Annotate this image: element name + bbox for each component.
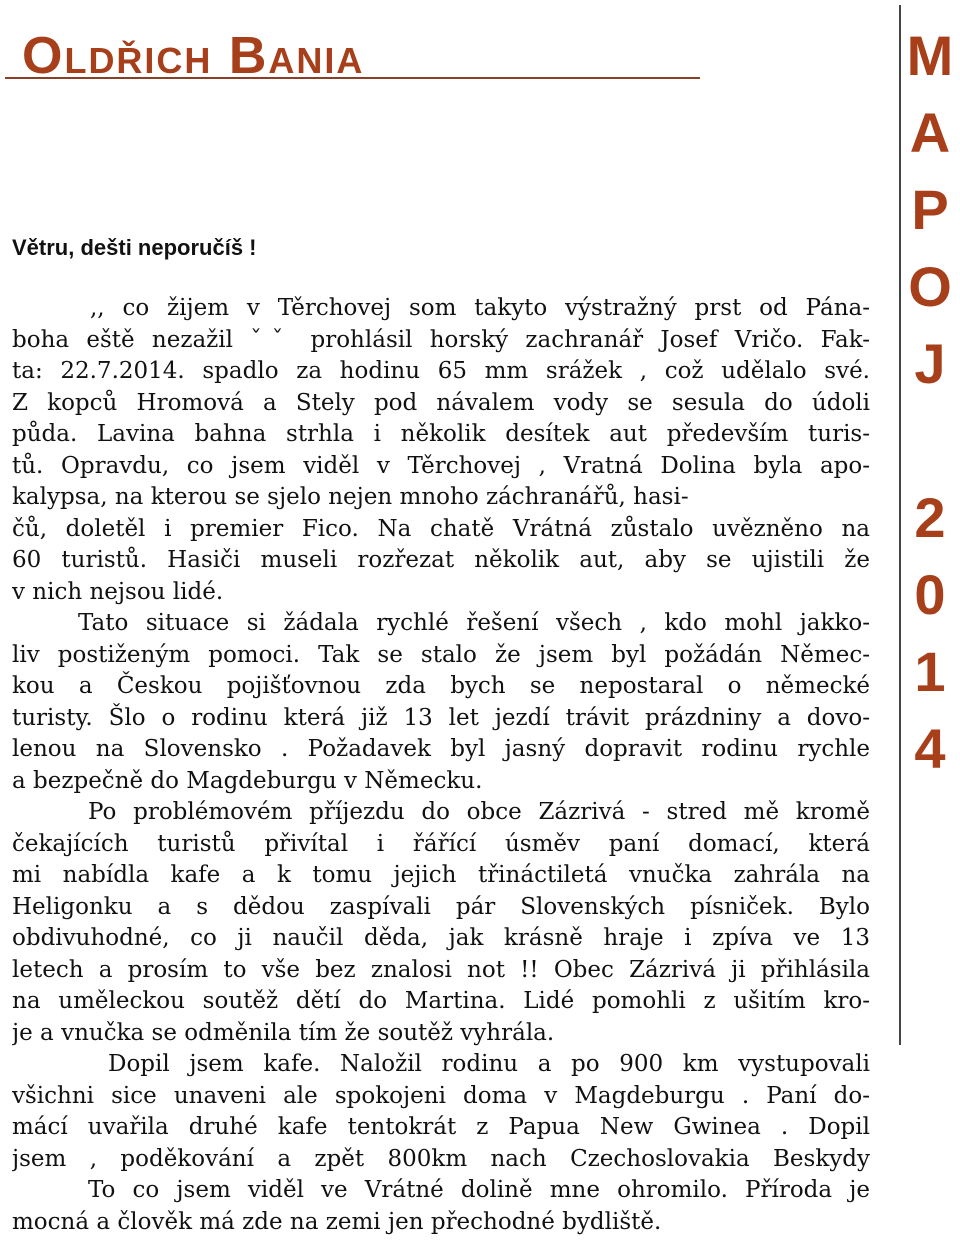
text-line: Tato situace si žádala rychlé řešení všech , kdo mohl jakko- — [78, 610, 870, 636]
paragraph — [12, 1175, 870, 1238]
text-line: mi nabídla kafe a k tomu jejich třináctiletá vnučka zahrála na — [12, 862, 870, 888]
text-line: je a vnučka se odměnila tím že soutěž vyhrála. — [12, 1019, 555, 1046]
text-line: na uměleckou soutěž dětí do Martina. Lidé pomohli z ušitím kro- — [12, 988, 870, 1014]
text-line: ,, co žijem v Těrchovej som takyto výstražný prst od Pána- — [90, 295, 870, 321]
paragraph — [12, 1049, 870, 1175]
vertical-title-word: MAPOJ — [906, 24, 954, 395]
article-body — [12, 293, 870, 1238]
text-line: Z kopců Hromová a Stely pod návalem vody se sesula do údoli — [12, 389, 870, 416]
vertical-title-year: 2014 — [914, 486, 946, 780]
text-line: obdivuhodné, co ji naučil děda, jak krásně hraje i zpíva ve 13 — [12, 925, 870, 951]
text-line: a bezpečně do Magdeburgu v Německu. — [12, 767, 483, 794]
text-line: kalypsa, na kterou se sjelo nejen mnoho záchranářů, hasi- — [12, 484, 689, 510]
text-line: kou a Českou pojišťovnou zda bych se nepostaral o německé — [12, 673, 870, 699]
text-line: Po problémovém příjezdu do obce Zázrivá - stred mě kromě — [88, 799, 870, 825]
text-line: turisty. Šlo o rodinu která již 13 let jezdí trávit prázdniny a dovo- — [12, 704, 870, 731]
text-line: jsem , poděkování a zpět 800km nach Czechoslovakia Beskydy — [12, 1145, 870, 1172]
text-line: lenou na Slovensko . Požadavek byl jasný dopravit rodinu rychle — [12, 736, 870, 762]
text-line: boha eště nezažil ˇˇ prohlásil horský zachranář Josef Vričo. Fak- — [12, 326, 870, 353]
text-line: Dopil jsem kafe. Naložil rodinu a po 900 km vystupovali — [108, 1051, 870, 1077]
text-line: Heligonku a s dědou zaspívali pár Slovenských písniček. Bylo — [12, 893, 870, 920]
text-line: půda. Lavina bahna strhla i několik desítek aut především turis- — [12, 421, 870, 447]
text-line: liv postiženým pomoci. Tak se stalo že jsem byl požádán Němec- — [12, 641, 870, 668]
text-line: letech a prosím to vše bez znalosi not !! Obec Zázrivá ji přihlásila — [12, 956, 870, 983]
text-line: To co jsem viděl ve Vrátné dolině mne ohromilo. Příroda je — [88, 1177, 870, 1203]
article-heading: Větru, dešti neporučíš ! — [12, 235, 257, 260]
text-line: všichni sice unaveni ale spokojeni doma v Magdeburgu . Paní do- — [12, 1082, 870, 1109]
title-rule — [5, 77, 700, 79]
author-name: Oldřich Bania — [22, 27, 365, 85]
text-line: mocná a člověk má zde na zemi jen přechodné bydliště. — [12, 1208, 662, 1235]
paragraph — [12, 797, 870, 1049]
text-line: čů, doletěl i premier Fico. Na chatě Vrátná zůstalo uvězněno na — [12, 515, 870, 542]
paragraph — [12, 293, 870, 608]
paragraph — [12, 608, 870, 797]
text-line: v nich nejsou lidé. — [12, 578, 224, 605]
vertical-title — [902, 17, 958, 787]
text-line: mácí uvařila druhé kafe tentokrát z Papua New Gwinea . Dopil — [12, 1114, 870, 1140]
text-line: čekajících turistů přivítal i řářící úsměv paní domací, která — [12, 830, 870, 857]
sidebar-rule — [899, 5, 901, 1045]
text-line: tů. Opravdu, co jsem viděl v Těrchovej , Vratná Dolina byla apo- — [12, 452, 870, 479]
text-line: 60 turistů. Hasiči museli rozřezat několik aut, aby se ujistili že — [12, 547, 870, 573]
text-line: ta: 22.7.2014. spadlo za hodinu 65 mm srážek , což udělalo své. — [12, 358, 870, 384]
